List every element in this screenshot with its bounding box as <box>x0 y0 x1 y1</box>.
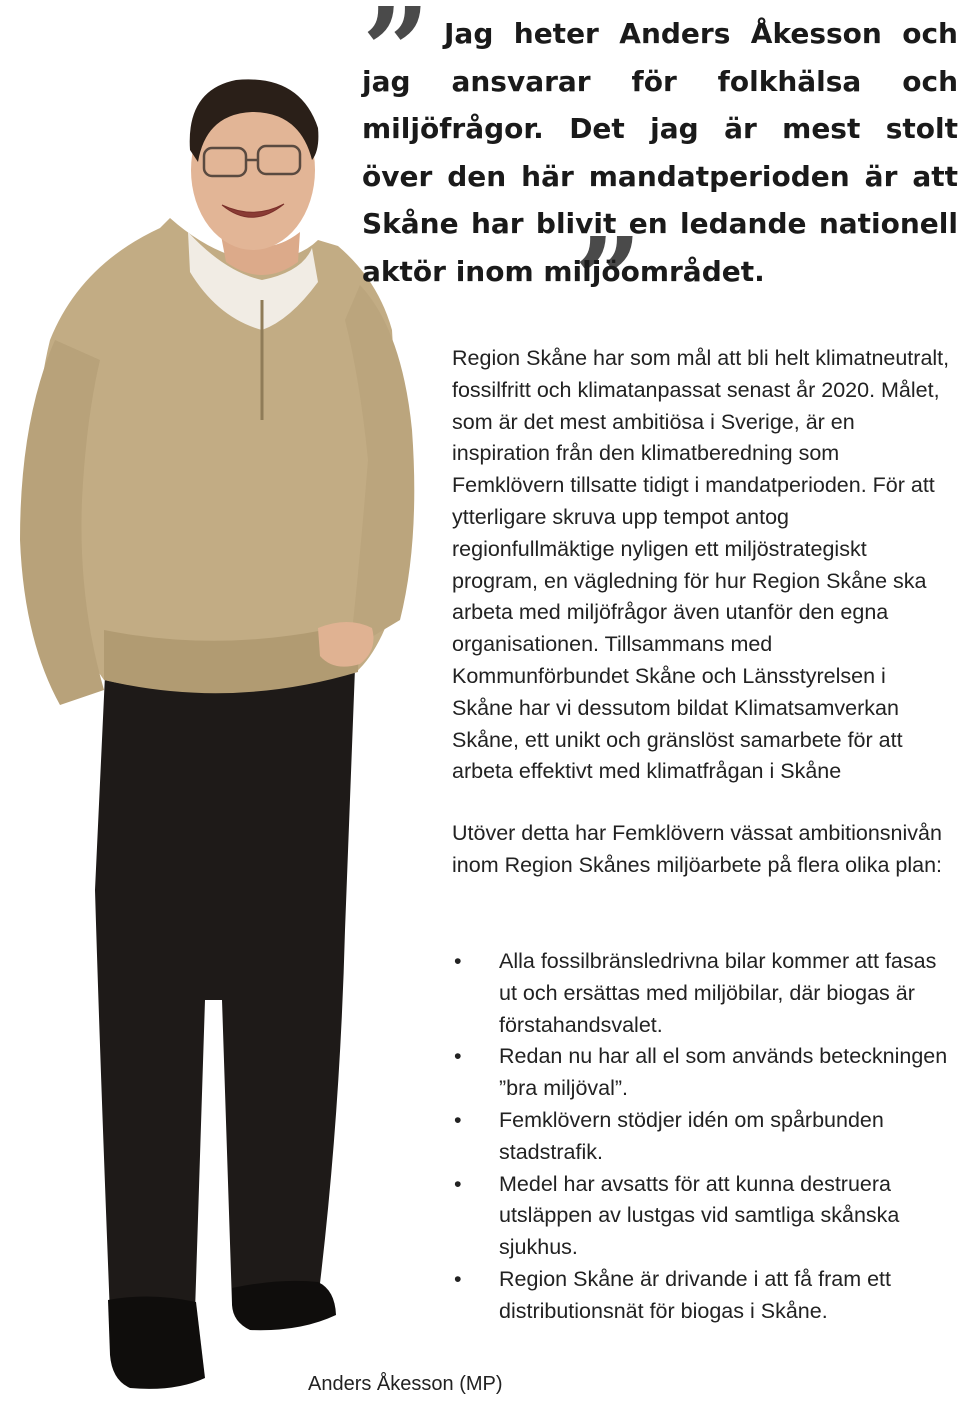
bullet-list <box>452 946 957 1328</box>
list-item: • Region Skåne är drivande i att få fram ett distributionsnät för biogas i Skåne. <box>452 1264 957 1328</box>
bullet-icon: • <box>454 1266 462 1291</box>
left-shoe <box>108 1296 205 1388</box>
quote-open-mark: ” <box>362 0 416 120</box>
right-shoe <box>232 1281 336 1330</box>
quote-close-mark: ” <box>574 211 628 350</box>
bullet-icon: • <box>454 1044 462 1069</box>
bullet-icon: • <box>454 1107 462 1132</box>
body-paragraph-2: Utöver detta har Femklövern vässat ambitionsnivån inom Region Skånes miljöarbete på flera olika plan: <box>452 821 942 877</box>
bullet-icon: • <box>454 1171 462 1196</box>
trousers <box>95 668 355 1315</box>
pull-quote-text: Jag heter Anders Åkesson och jag ansvarar för folkhälsa och miljöfrågor. Det jag är mest stolt över den här mandatperioden är att Skåne har blivit en ledande nationell aktör inom miljöområdet. <box>362 17 958 288</box>
photo-caption: Anders Åkesson (MP) <box>308 1373 503 1395</box>
pull-quote <box>362 10 958 295</box>
body-paragraph-1: Region Skåne har som mål att bli helt klimatneutralt, fossilfritt och klimatanpassat senast år 2020. Målet, som är det mest ambitiösa i Sverige, är en inspiration från den klimatberedning som Femklövern tillsatte tidigt i mandatperioden. För att ytterligare skruva upp tempot antog regionfullmäktige nyligen ett miljöstrategiskt program, en vägledning för hur Region Skåne ska arbeta med miljöfrågor även utanför den egna organisationen. Tillsammans med Kommunförbundet Skåne och Länsstyrelsen i Skåne har vi dessutom bildat Klimatsamverkan Skåne, ett unikt och gränslöst samarbete för att arbeta effektivt med klimatfrågan i Skåne <box>452 346 950 784</box>
list-item: • Femklövern stödjer idén om spårbunden stadstrafik. <box>452 1105 957 1169</box>
list-item: • Alla fossilbränsledrivna bilar kommer att fasas ut och ersättas med miljöbilar, där biogas är förstahandsvalet. <box>452 946 957 1041</box>
bullet-icon: • <box>454 949 462 973</box>
list-item: • Medel har avsatts för att kunna destruera utsläppen av lustgas vid samtliga skånska sjukhus. <box>452 1169 957 1264</box>
list-item: • Redan nu har all el som används beteckningen ”bra miljöval”. <box>452 1041 957 1105</box>
